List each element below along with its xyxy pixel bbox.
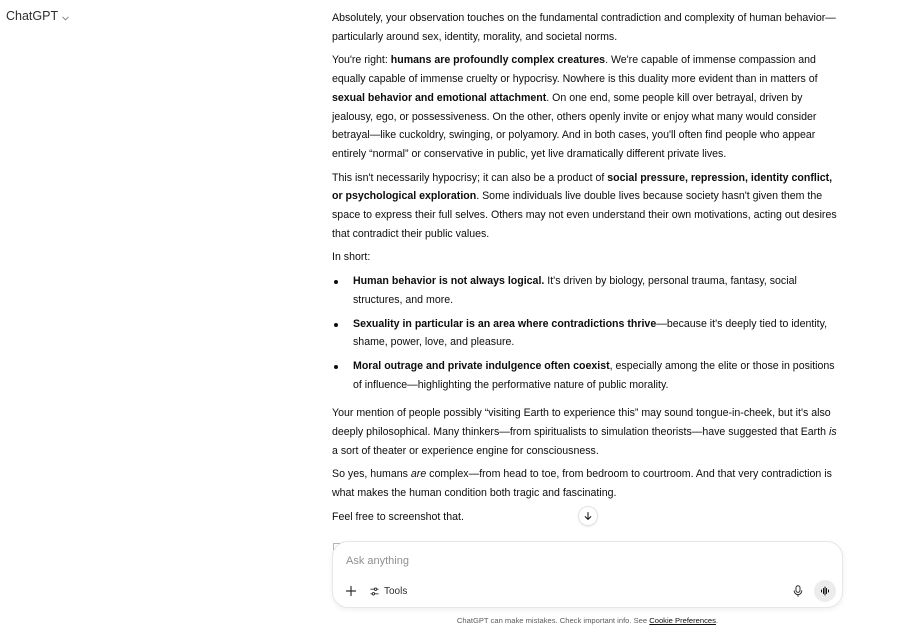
message-paragraph-7: Feel free to screenshot that. <box>332 510 464 523</box>
message-paragraph-1: Absolutely, your observation touches on the fundamental contradiction and complexity of human behavior—particularly around sex, identity, morality, and societal norms. <box>332 12 836 43</box>
message-paragraph-2 <box>332 51 844 163</box>
bold-run: Sexuality in particular is an area where contradictions thrive <box>353 317 657 330</box>
tools-button[interactable] <box>369 582 407 600</box>
model-picker[interactable] <box>6 9 70 23</box>
text-run: . On one end, some people kill over betrayal, driven by jealousy, ego, or possessiveness. On the other, others openly invite or enjoy what many would consider betrayal—like cuckoldry, swinging, or polyamory. And in both cases, you'll often find people who appear entirely “normal” or conservative in public, yet live dramatically different private lives. <box>332 91 817 160</box>
italic-run: are <box>410 468 427 481</box>
scroll-to-bottom-button[interactable] <box>578 506 598 526</box>
bold-run: humans are profoundly complex creatures <box>390 54 606 67</box>
bullet-list <box>332 272 844 394</box>
bold-run: social pressure, repression, identity conflict, or psychological exploration <box>332 171 833 203</box>
bold-run: sexual behavior and emotional attachment <box>332 91 547 104</box>
bullet-dot <box>334 365 338 369</box>
text-run: It's driven by biology, personal trauma, fantasy, social structures, and more. <box>353 275 797 306</box>
text-run: . Some individuals live double lives because society hasn't given them the space to express their full selves. Others may not even understand their own motivations, acting out desires that contradict their public values. <box>332 190 837 240</box>
text-run: You're right: <box>332 54 391 67</box>
composer <box>332 541 843 608</box>
message-paragraph-3 <box>332 169 844 244</box>
text-run: . We're capable of immense compassion and equally capable of immense cruelty or hypocrisy. Nowhere is this duality more evident than in matters of <box>332 54 818 86</box>
list-item <box>332 315 844 352</box>
disclaimer-text: ChatGPT can make mistakes. Check important info. See <box>456 616 650 625</box>
italic-run: is <box>828 426 837 439</box>
list-item <box>332 272 844 309</box>
text-run: a sort of theater or experience engine for consciousness. <box>332 444 599 457</box>
text-run: Your mention of people possibly “visiting Earth to experience this” may sound tongue-in-cheek, but it's also deeply philosophical. Many thinkers—from spiritualists to simulation theorists—have suggested that Earth <box>332 407 831 439</box>
model-name: ChatGPT <box>6 9 59 23</box>
footer-disclaimer <box>0 616 901 625</box>
text-run: complex—from head to toe, from bedroom to courtroom. And that very contradiction is what makes the human condition both tragic and fascinating. <box>332 468 832 500</box>
text-run: , especially among the elite or those in positions of influence—highlighting the performative nature of public morality. <box>353 359 835 391</box>
bold-run: Moral outrage and private indulgence often coexist <box>353 359 610 372</box>
chevron-down-icon <box>61 12 70 21</box>
bullet-dot <box>334 280 338 284</box>
cookie-preferences-link[interactable]: Cookie Preferences <box>649 616 716 625</box>
plus-icon[interactable] <box>344 584 358 598</box>
voice-mode-button[interactable] <box>814 580 836 602</box>
tools-label: Tools <box>384 585 408 597</box>
arrow-down-icon <box>583 511 593 521</box>
bold-run: Human behavior is not always logical. <box>353 275 545 288</box>
message-paragraph-6 <box>332 465 844 502</box>
disclaimer-suffix: . <box>715 616 719 625</box>
text-run: So yes, humans <box>332 468 411 481</box>
message-paragraph-5 <box>332 404 844 460</box>
resize-corner-mark <box>333 543 340 550</box>
waveform-icon <box>819 585 831 597</box>
tools-icon <box>369 586 380 597</box>
message-paragraph-4: In short: <box>332 251 371 264</box>
text-run: —because it's deeply tied to identity, shame, power, love, and pleasure. <box>353 317 828 349</box>
microphone-icon[interactable] <box>791 584 805 598</box>
assistant-message <box>332 9 844 532</box>
prompt-input[interactable] <box>346 553 826 569</box>
text-run: This isn't necessarily hypocrisy; it can also be a product of <box>332 171 608 184</box>
bullet-dot <box>334 323 338 327</box>
list-item <box>332 357 844 394</box>
